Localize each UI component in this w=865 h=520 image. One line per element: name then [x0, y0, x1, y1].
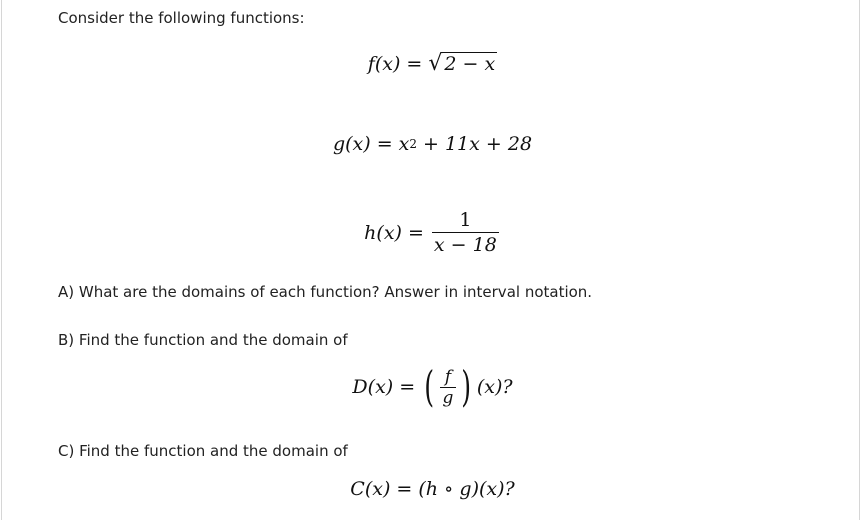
equation-f-lhs: f(x) = — [367, 52, 423, 75]
equation-h-numerator: 1 — [459, 209, 472, 231]
equation-g — [0, 133, 865, 155]
equation-h-fraction — [432, 208, 499, 257]
equation-g-rest: + 11x + 28 — [423, 133, 533, 155]
sqrt-symbol: √ 2 − x — [428, 51, 496, 76]
equation-d-lhs: D(x) = — [352, 376, 416, 398]
equation-d-fraction — [440, 367, 457, 408]
equation-c-text: C(x) = (h ∘ g)(x)? — [350, 478, 515, 500]
equation-g-exponent: 2 — [409, 137, 417, 151]
equation-d: D(x) = ( $\frac{f}{g}$ ) (x)? — [352, 362, 513, 411]
question-c: C) Find the function and the domain of — [58, 442, 348, 460]
equation-d-denominator: g — [440, 387, 457, 408]
equation-g-lhs: g(x) = — [332, 133, 393, 155]
equation-h — [0, 208, 865, 257]
equation-d-rest: (x)? — [476, 376, 513, 398]
equation-g-base: x — [398, 133, 410, 155]
equation-c — [0, 478, 865, 500]
equation-d-numerator: f — [444, 366, 452, 387]
equation-f — [0, 52, 865, 75]
question-b: B) Find the function and the domain of — [58, 331, 348, 349]
equation-h-denominator: x − 18 — [433, 234, 497, 256]
question-a: A) What are the domains of each function? Answer in interval notation. — [58, 283, 593, 301]
equation-f-radicand: 2 − x — [444, 53, 496, 75]
intro-text: Consider the following functions: — [58, 9, 305, 27]
equation-h-lhs: h(x) = — [364, 221, 424, 244]
